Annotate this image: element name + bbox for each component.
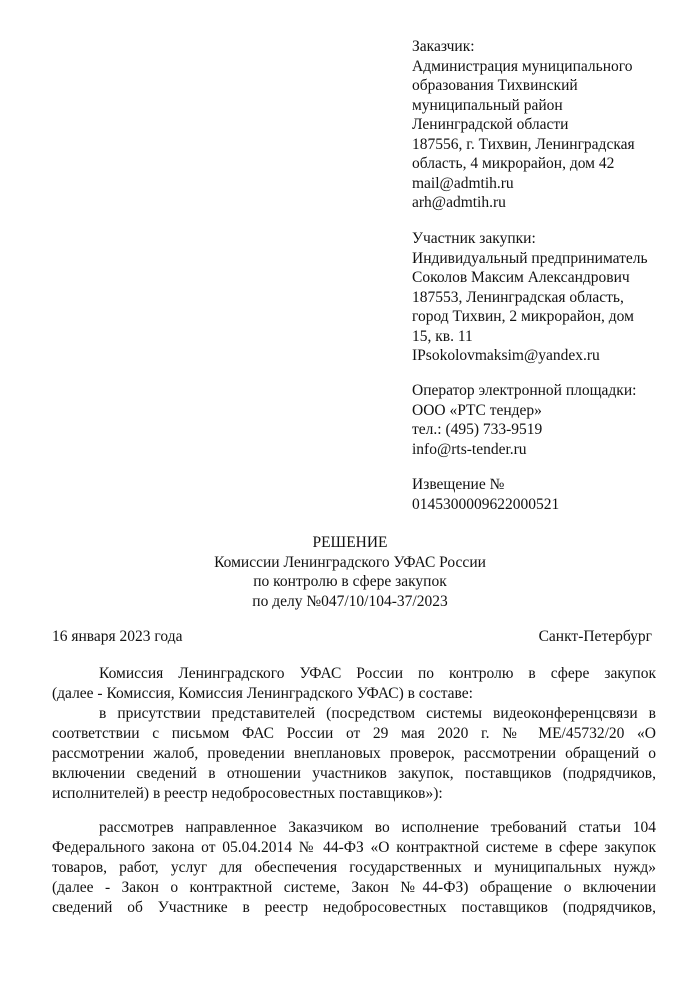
paragraph-line: включении сведений в отношении участников закупок, поставщиков (подрядчиков,	[52, 765, 656, 782]
customer-line: 187556, г. Тихвин, Ленинградская	[412, 135, 635, 153]
paragraph-line: товаров, работ, услуг для обеспечения государственных и муниципальных нужд»	[52, 859, 656, 876]
title-line: Комиссии Ленинградского УФАС России	[214, 553, 486, 571]
paragraph-line: Федерального закона от 05.04.2014 № 44-ФЗ «О контрактной системе в сфере закупок	[52, 839, 656, 856]
participant-email: IPsokolovmaksim@yandex.ru	[412, 347, 600, 364]
operator-email: info@rts-tender.ru	[412, 440, 527, 458]
customer-line: Администрация муниципального	[412, 57, 633, 75]
paragraph-line: Комиссия Ленинградского УФАС России по контролю в сфере закупок	[99, 665, 656, 682]
paragraph-line: (далее - Закон о контрактной системе, Закон №44-ФЗ) обращение о включении	[52, 879, 656, 896]
operator-label: Оператор электронной площадки:	[412, 382, 637, 399]
customer-email: arh@admtih.ru	[412, 194, 506, 211]
customer-line: образования Тихвинский	[412, 77, 578, 94]
customer-email: mail@admtih.ru	[412, 174, 514, 192]
paragraph-line: соответствии с письмом ФАС России от 29 мая 2020 г. № МЕ/45732/20 «О	[52, 725, 656, 742]
customer-line: муниципальный район	[412, 96, 563, 114]
notice-label: Извещение №	[412, 476, 505, 493]
participant-line: 187553, Ленинградская область,	[412, 288, 624, 306]
participant-line: 15, кв. 11	[412, 327, 473, 345]
paragraph-presence	[52, 704, 656, 804]
date-place-line	[52, 628, 652, 648]
participant-line: Соколов Максим Александрович	[412, 269, 630, 286]
customer-line: область, 4 микрорайон, дом 42	[412, 155, 615, 172]
participant-label: Участник закупки:	[412, 230, 536, 247]
decision-title	[0, 533, 700, 611]
participant-line: город Тихвин, 2 микрорайон, дом	[412, 308, 634, 325]
operator-line: ООО «РТС тендер»	[412, 401, 542, 419]
paragraph-line: (далее - Комиссия, Комиссия Ленинградского УФАС) в составе:	[52, 685, 473, 702]
paragraph-commission	[52, 664, 656, 704]
decision-city: Санкт-Петербург	[538, 628, 652, 645]
participant-address-block	[412, 229, 674, 366]
operator-address-block	[412, 381, 674, 459]
title-line: по контролю в сфере закупок	[253, 573, 447, 590]
notice-number: 0145300009622000521	[412, 495, 560, 513]
decision-date: 16 января 2023 года	[52, 628, 183, 645]
customer-label: Заказчик:	[412, 38, 475, 55]
paragraph-line: исполнителей) в реестр недобросовестных поставщиков»):	[52, 785, 443, 802]
case-number: по делу №047/10/104-37/2023	[252, 592, 448, 610]
paragraph-line: в присутствии представителей (посредством системы видеоконференцсвязи в	[99, 705, 656, 722]
customer-line: Ленинградской области	[412, 116, 569, 133]
paragraph-line: сведений об Участнике в реестр недобросовестных поставщиков (подрядчиков,	[52, 899, 656, 916]
paragraph-line: рассмотрев направленное Заказчиком во исполнение требований статьи 104	[99, 819, 656, 836]
paragraph-considered	[52, 818, 656, 918]
title-heading: РЕШЕНИЕ	[312, 534, 388, 551]
customer-address-block	[412, 37, 674, 213]
notice-block	[412, 475, 674, 514]
operator-phone: тел.: (495) 733-9519	[412, 421, 543, 438]
paragraph-line: рассмотрении жалоб, проведении внеплановых проверок, рассмотрении обращений о	[52, 745, 656, 762]
participant-line: Индивидуальный предприниматель	[412, 249, 648, 267]
